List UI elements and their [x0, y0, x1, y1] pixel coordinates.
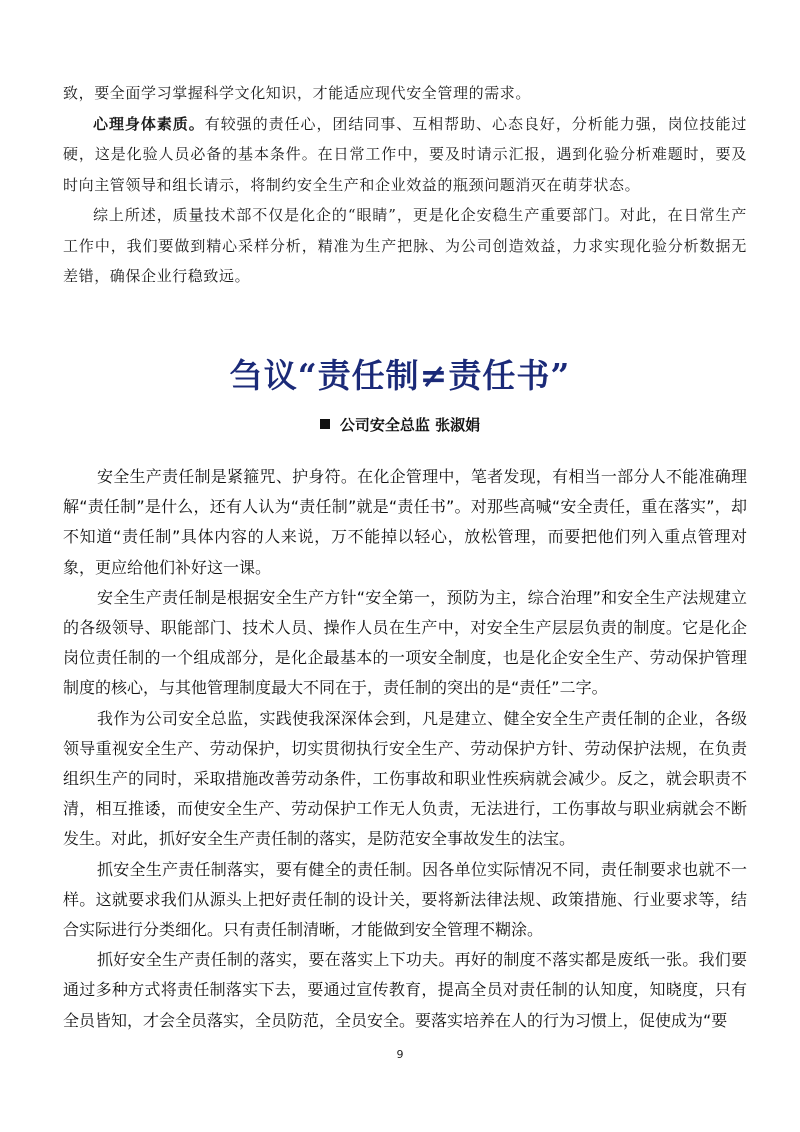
paragraph: 抓安全生产责任制落实，要有健全的责任制。因各单位实际情况不同，责任制要求也就不一样。这就要求我们从源头上把好责任制的设计关，要将新法律法规、政策措施、行业要求等，结合实际进行分类细化。只有责任制清晰，才能做到安全管理不糊涂。: [63, 859, 747, 940]
article-title: 刍议“责任制≠责任书”: [229, 356, 571, 395]
paragraph: 综上所述，质量技术部不仅是化企的“眼睛”，更是化企安稳生产重要部门。对此，在日常生产工作中，我们要做到精心采样分析，精准为生产把脉、为公司创造效益，力求实现化验分析数据无差错，确保企业行稳致远。: [63, 206, 747, 285]
paragraph: 安全生产责任制是紧箍咒、护身符。在化企管理中，笔者发现，有相当一部分人不能准确理解“责任制”是什么，还有人认为“责任制”就是“责任书”。对那些高喊“安全责任，重在落实”，却不知道“责任制”具体内容的人来说，万不能掉以轻心，放松管理，而要把他们列入重点管理对象，更应给他们补好这一课。: [63, 467, 747, 577]
page-number: 9: [396, 1048, 404, 1061]
paragraph: 我作为公司安全总监，实践使我深深体会到，凡是建立、健全安全生产责任制的企业，各级领导重视安全生产、劳动保护，切实贯彻执行安全生产、劳动保护方针、劳动保护法规，在负责组织生产的同时，采取措施改善劳动条件，工伤事故和职业性疾病就会减少。反之，就会职责不清，相互推诿，而使安全生产、劳动保护工作无人负责，无法进行，工伤事故与职业病就会不断发生。对此，抓好安全生产责任制的落实，是防范安全事故发生的法宝。: [63, 708, 747, 849]
paragraph: 抓好安全生产责任制的落实，要在落实上下功夫。再好的制度不落实都是废纸一张。我们要通过多种方式将责任制落实下去，要通过宣传教育，提高全员对责任制的认知度，知晓度，只有全员皆知，才会全员落实，全员防范，全员安全。要落实培养在人的行为习惯上，促使成为“要: [63, 950, 747, 1030]
bold-lead-text: 心理身体素质。: [93, 114, 205, 133]
paragraph: 安全生产责任制是根据安全生产方针“安全第一，预防为主，综合治理”和安全生产法规建立的各级领导、职能部门、技术人员、操作人员在生产中，对安全生产层层负责的制度。它是化企岗位责任制的一个组成部分，是化企最基本的一项安全制度，也是化企安全生产、劳动保护管理制度的核心，与其他管理制度最大不同在于，责任制的突出的是“责任”二字。: [63, 587, 747, 698]
paragraph-text: 有较强的责任心，团结同事、互相帮助、心态良好，分析能力强，岗位技能过硬，这是化验人员必备的基本条件。在日常工作中，要及时请示汇报，遇到化验分析难题时，要及时向主管领导和组长请示，将制约安全生产和企业效益的瓶颈问题消灭在萌芽状态。: [63, 114, 748, 194]
square-bullet-icon: [320, 419, 330, 429]
previous-article-ending: [63, 78, 747, 292]
paragraph: 致，要全面学习掌握科学文化知识，才能适应现代安全管理的需求。: [63, 84, 532, 102]
author-text: 公司安全总监 张淑娟: [339, 416, 481, 434]
paragraph: [63, 109, 747, 201]
article-body: [63, 462, 747, 1036]
byline: [0, 414, 800, 435]
